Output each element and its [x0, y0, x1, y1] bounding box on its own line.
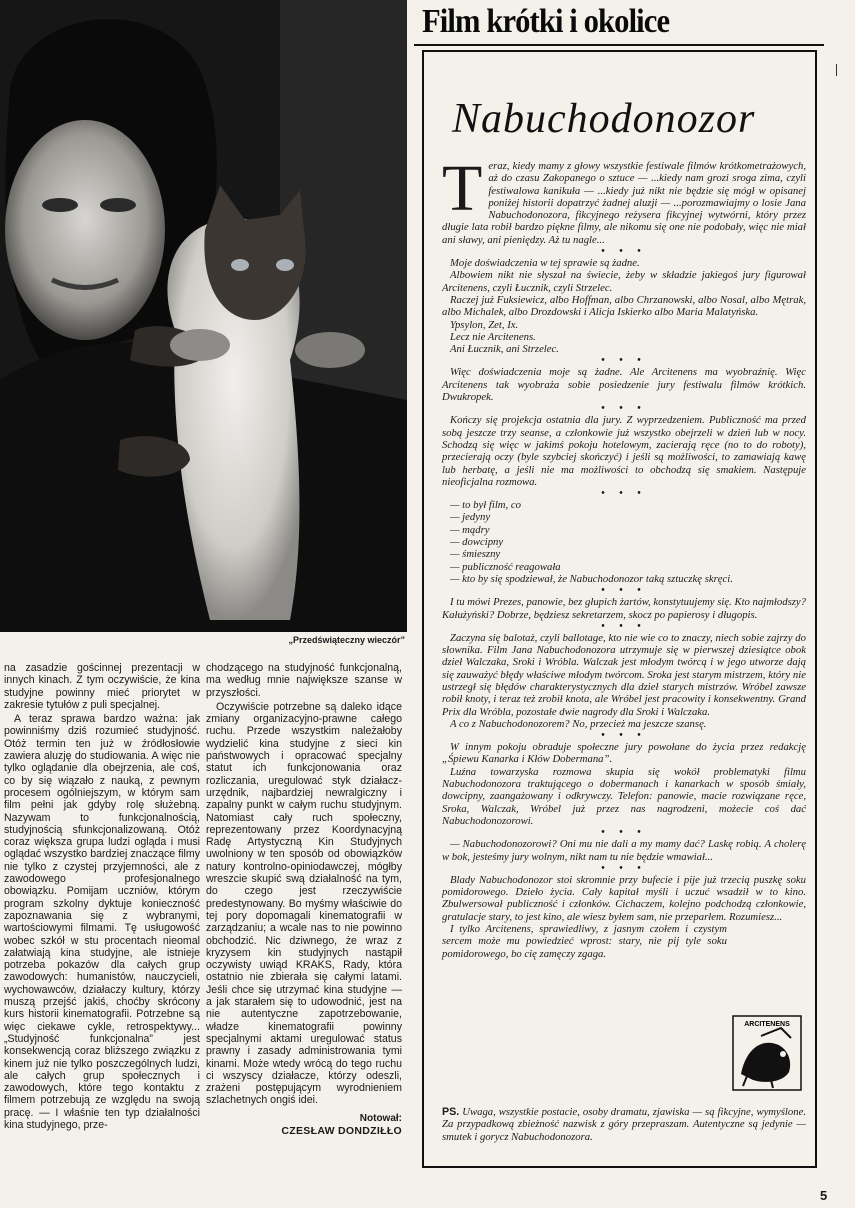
photo-caption: „Przedświąteczny wieczór”: [288, 635, 405, 645]
signature-label: Notował:: [359, 1112, 402, 1124]
page-number: 5: [820, 1188, 828, 1203]
separator: • • •: [601, 403, 647, 415]
photo-illustration: [0, 0, 407, 632]
section-title: Film krótki i okolice: [422, 3, 670, 40]
paragraph: Albowiem nikt nie słyszał na świecie, żeby w składzie jakiegoś jury figurował Arcitenens, czyli Łucznik, czyli Strzelec.: [442, 269, 806, 294]
paragraph: W innym pokoju obraduje społeczne jury powołane do życia przez redakcję „Śpiewu Kanarka i Kłów Dobermana”.: [442, 741, 806, 766]
header-rule: [414, 44, 824, 46]
drop-cap: T: [442, 152, 483, 225]
article-title: Nabuchodonozor: [452, 96, 756, 142]
paragraph: Lecz nie Arcitenens.: [450, 330, 536, 343]
signature: [206, 1113, 402, 1138]
list-item: — dowcipny: [450, 536, 504, 549]
paragraph: Raczej już Fuksiewicz, albo Hoffman, albo Chrzanowski, albo Nosal, albo Mętrak, albo Michalek, albo Drozdowski i Alicja Iskierko albo Maria Malatyńska.: [442, 293, 806, 319]
paragraph: Oczywiście potrzebne są daleko idące zmiany organizacyjno-prawne całego ruchu. Przede wszystkim należałoby wydzielić kina studyjne z sieci kin państwowych i opracować specjalny statut ich funkcjonowania oraz rozliczania, uregulować styk działacz-urzędnik, najbardziej newralgiczny i zapalny punkt w całym ruchu studyjnym. Natomiast cały ruch społeczny, reprezentowany przez Koordynacyjną Radę Artystyczną Kin Studyjnych uwolniony w ten sposób od obowiązków natury kontrolno-opiniodawczej, mógłby wreszcie skupić swą działalność na tym, do czego jest rzeczywiście predestynowany. Bo myśmy właściwie do tej pory dopomagali kinematografii w zarządzaniu; a wcale nas to nie powinno obchodzić. Nic dziwnego, że wraz z kryzysem kin studyjnych nastąpił oczywisty uwiąd KRAKS, Rady, która ostatnio nie zbierała się całymi latami. Jeśli chce się utrzymać kina studyjne — a jak starałem się to udowodnić, jest na nie autentyczne zapotrzebowanie, władze kinematografii powinny specjalnymi aktami uregulować status prawny i zasady administrowania tymi kinami. Może wtedy wrócą do tego ruchu ci wszyscy działacze, którzy odeszli, zrażeni postępującym wyrodnieniem szlachetnych ongiś idei.: [206, 700, 402, 1107]
separator: • • •: [601, 620, 647, 632]
article-column-1: [4, 662, 200, 1131]
paragraph: I tu mówi Prezes, panowie, bez głupich żartów, konstytuujemy się. Kto najmłodszy? Kałużyński? Dobrze, będziesz sekretarzem, skocz po papierosy i długopis.: [442, 596, 806, 621]
list-item: — publiczność reagowała: [450, 560, 561, 573]
margin-mark: [836, 64, 837, 76]
arcitenens-stamp: [731, 1014, 803, 1092]
ps-label: PS.: [442, 1106, 460, 1118]
separator: • • •: [601, 246, 647, 258]
signature-name: CZESŁAW DONDZIŁŁO: [281, 1124, 402, 1137]
article-body: [442, 152, 806, 960]
paragraph: chodzącego na studyjność funkcjonalną, ma według mnie największe szanse w przyszłości.: [206, 662, 402, 699]
svg-text:ARCITENENS: ARCITENENS: [744, 1021, 790, 1028]
separator: • • •: [601, 862, 647, 874]
list-item: — jedyny: [450, 511, 491, 524]
paragraph: na zasadzie gościnnej prezentacji w innych kinach. Z tym oczywiście, że kina studyjne powinny mieć priorytet w zakresie tytułów z puli specjalnej.: [4, 662, 200, 711]
section-header: [422, 2, 822, 42]
archer-stamp-icon: [731, 1014, 803, 1092]
paragraph: Luźna towarzyska rozmowa skupia się wokół problematyki filmu Nabuchodonozora traktującego o dobermanach i kanarkach w sposób śmiały, dowcipny, zaangażowany i odkrywczy. Telefon: panowie, macie rozwiązane ręce, Sroka, Walczak, Wróbel już przez nas nagrodzeni, możecie coś dać Nabuchodonozorowi.: [442, 765, 806, 827]
separator: • • •: [601, 827, 647, 839]
paragraph: — Nabuchodonozorowi? Oni mu nie dali a my mamy dać? Laskę robią. A cholerę w bok, jesteśmy jury wolnym, nikt nam tu nie będzie wmawiał...: [442, 838, 806, 863]
separator: • • •: [601, 730, 647, 742]
paragraph: Ypsylon, Zet, Ix.: [450, 318, 519, 331]
paragraph: I tylko Arcitenens, sprawiedliwy, z jasnym czołem i czystym sercem może mu powiedzieć wprost: stary, nie pij tyle soku pomidorowego, bo cię zamęczy zgaga.: [442, 923, 727, 960]
ps-text: Uwaga, wszystkie postacie, osoby dramatu, zjawiska — są fikcyjne, wymyślone. Za przypadkową zbieżność nazwisk z góry przepraszam. Autentyczne są jedynie — smutek i gorycz Nabuchodonozora.: [442, 1106, 807, 1143]
paragraph: Moje doświadczenia w tej sprawie są żadne.: [450, 257, 640, 270]
paragraph: Więc doświadczenia moje są żadne. Ale Arcitenens ma wyobraźnię. Więc Arcitenens tak wyobraża sobie posiedzenie jury festiwalu filmów krótkich. Dwukropek.: [442, 366, 806, 404]
paragraph: A teraz sprawa bardzo ważna: jak powinniśmy dziś rozumieć studyjność. Otóż termin ten już w źródłosłowie zawiera aluzję do studiowania. A więc nie tylko oglądanie dla obejrzenia, ale coś, co by się wiązało z nauką, z pewnym procesem ogólniejszym, w którym sam film pełni jak gdyby rolę służebną. Nazywam to funkcjonalnością, studyjnością sfunkcjonalizowaną. Otóż coraz większa grupa ludzi ogląda i musi oglądać wszystko bardziej znaczące filmy nie tylko z czystej przyjemności, ale z zawodowego profesjonalnego obowiązku. Pomijam uczniów, którym program szkolny dyktuje konieczność zapoznawania się z wybranymi, wartościowymi filmami. Tę usługowość wobec szkół w stu procentach nieomal załatwiają kina studyjne, ale istnieje potrzeba pokazów dla całych grup zawodowych: humanistów, nauczycieli, wychowawców, działaczy kultury, którzy muszą przejść jakiś, choćby skrócony kurs historii kinematografii. Potrzebne są więc ciekawe cykle, retrospektywy... „Studyjność funkcjonalna” jest konsekwencją coraz bliższego związku z kinem już nie tylko poszczególnych ludzi, ale całych grup społecznych i zawodowych, które tego kontaktu z filmem potrzebują ze względu na swoją pracę. — I właśnie ten typ działalności kina studyjnego, prze-: [4, 713, 200, 1131]
dialogue-list: [442, 499, 806, 585]
photo-woman-with-cat: [0, 0, 407, 632]
list-item: — śmieszny: [450, 548, 501, 561]
separator: • • •: [601, 355, 647, 367]
postscript: [442, 1106, 806, 1143]
list-item: — mądry: [450, 523, 490, 536]
paragraph: Blady Nabuchodonozor stoi skromnie przy bufecie i pije już trzecią puszkę soku pomidorowego. Dzieło życia. Cały kapitał myśli i uczuć wsadził w to kino. Zbulwersował publiczność i członków. Cichaczem, kolejno podchodzą członkowie, gratulacje stary, to jest kino, ale wiesz byłem sam, nie przeparłem. Rozumiesz...: [442, 873, 806, 923]
paragraph: Ani Łucznik, ani Strzelec.: [450, 343, 559, 356]
list-item: — kto by się spodziewał, że Nabuchodonozor taką sztuczkę skręci.: [450, 572, 733, 585]
article-column-2: [206, 662, 402, 1137]
intro-paragraph: Teraz, kiedy mamy z głowy wszystkie festiwale filmów krótkometrażowych, aż do czasu Zakopanego o sztuce — ...kiedy nam grozi sroga zima, czyli festiwalowa kanikuła — ...kiedy już nikt nie będzie się mógł w opisanej poniżej historii dopatrzyć żadnej aluzji — ...porozmawiajmy o losie Jana Nabuchodonozora, fikcyjnego reżysera fikcyjnej wytwórni, który przez długie lata robił bardzo piękne filmy, ale nikomu się one nie podobały, więc nie miał ani sławy, ani pieniędzy. Aż tu nagle...: [442, 152, 806, 246]
paragraph: A co z Nabuchodonozorem? No, przecież ma jeszcze szansę.: [450, 717, 707, 730]
paragraph: Kończy się projekcja ostatnia dla jury. Z wyprzedzeniem. Publiczność ma przed sobą jeszcze trzy seanse, a członkowie już wszystko obejrzeli w dzień lub w nocy. Schodzą się więc w jakimś pokoju hotelowym, zacierają ręce (no to do roboty), przecierają oczy (byle szybciej skończyć) i jeśli są możliwości, to zamawiają kawę lub herbatę, a jeśli nie ma możliwości to obchodzą się smakiem. Następuje nieoficjalna rozmowa.: [442, 414, 806, 488]
separator: • • •: [601, 585, 647, 597]
list-item: — to był film, co: [450, 499, 521, 512]
separator: • • •: [601, 488, 647, 500]
paragraph: Zaczyna się balotaż, czyli ballotage, kto nie wie co to znaczy, niech sobie zajrzy do słownika. Film Jana Nabuchodonozora utrzymuje się w pierwszej dziesiątce obok dzieł Walczaka, Sroki i Wróbla. Walczak jest młodym twórcą i w jego utworze dają się zauważyć błędy właściwe młodym twórcom. Sroka jest starym mistrzem, który nie ustrzegł się błędów charakterystycznych dla dzieł starych mistrzów. Wróbel zawsze robił knoty, i teraz też zrobił knota, ale Wróbel jest pracowity i konsekwentny. Grand Prix dla Wróbla, pozostałe dwie nagrody dla Sroki i Walczaka.: [442, 631, 806, 718]
